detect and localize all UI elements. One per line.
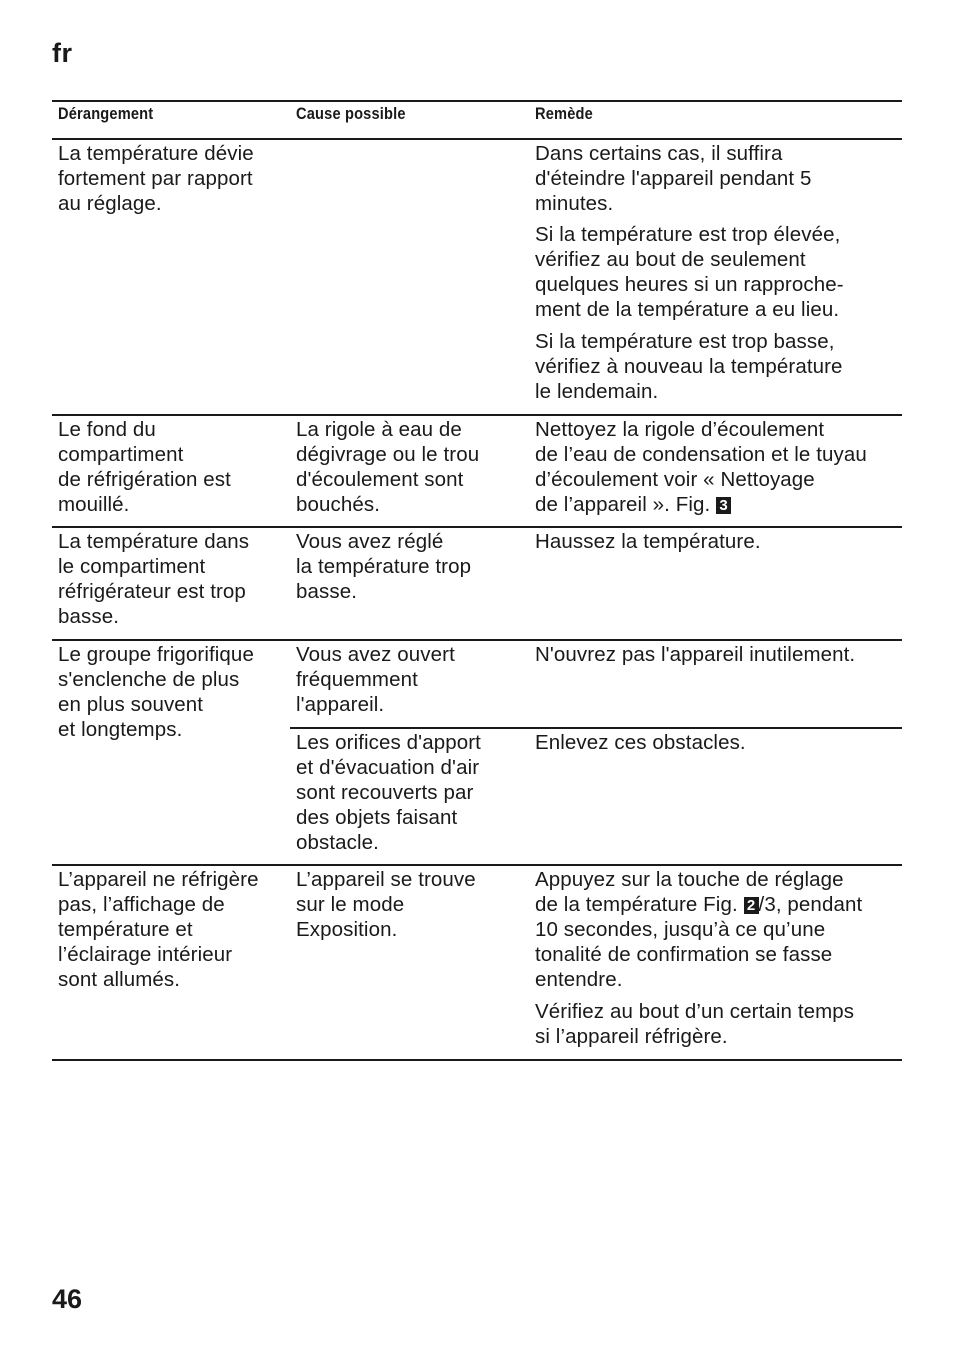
row2-cause: La rigole à eau de dégivrage ou le trou d'écoulement sont bouchés. — [296, 418, 480, 516]
row3-problem: La température dans le compartiment réfrigérateur est trop basse. — [58, 530, 250, 628]
row5-remedy-text-a: Appuyez sur la touche de réglage de la température Fig. — [535, 868, 844, 916]
row4-cause-2: Les orifices d'apport et d'évacuation d'air sont recouverts par des objets faisant obstacle. — [296, 731, 481, 854]
row5-remedy-text-b: /3, pendant 10 secondes, jusqu’à ce qu’une tonalité de confirmation se fasse entendre. — [535, 893, 863, 991]
header-cause-possible: Cause possible — [296, 104, 406, 123]
row4-remedy-1: N'ouvrez pas l'appareil inutilement. — [535, 643, 856, 666]
row1-remedy-1: Dans certains cas, il suffira d'éteindre l'appareil pendant 5 minutes. — [535, 142, 812, 215]
row3-remedy: Haussez la température. — [535, 530, 761, 553]
language-label: fr — [52, 38, 73, 68]
page-number: 46 — [52, 1284, 83, 1314]
subrow-rule — [290, 727, 902, 729]
row4-remedy-2: Enlevez ces obstacles. — [535, 731, 746, 754]
row5-remedy-2: Vérifiez au bout d’un certain temps si l’appareil réfrigère. — [535, 1000, 855, 1048]
row1-problem: La température dévie fortement par rapport au réglage. — [58, 142, 254, 215]
row-rule — [52, 414, 902, 416]
row5-problem: L’appareil ne réfrigère pas, l’affichage de température et l’éclairage intérieur sont allumés. — [58, 868, 259, 991]
row4-cause-1: Vous avez ouvert fréquemment l'appareil. — [296, 643, 455, 716]
header-derangement: Dérangement — [58, 104, 154, 123]
row5-cause: L’appareil se trouve sur le mode Exposition. — [296, 868, 476, 941]
header-remede: Remède — [535, 104, 593, 123]
row-rule — [52, 639, 902, 641]
table-top-rule — [52, 100, 902, 102]
row2-remedy — [535, 417, 897, 517]
row-rule — [52, 864, 902, 866]
row3-cause: Vous avez réglé la température trop basse. — [296, 530, 472, 603]
figure-ref-badge: 2 — [744, 897, 759, 914]
row2-problem: Le fond du compartiment de réfrigération est mouillé. — [58, 418, 231, 516]
row4-problem: Le groupe frigorifique s'enclenche de plus en plus souvent et longtemps. — [58, 643, 254, 741]
table-bottom-rule — [52, 1059, 902, 1061]
row1-remedy-3: Si la température est trop basse, vérifiez à nouveau la température le lendemain. — [535, 330, 843, 403]
figure-ref-badge: 3 — [716, 497, 731, 514]
row1-remedy-2: Si la température est trop élevée, vérifiez au bout de seulement quelques heures si un rapproche- ment de la température a eu lieu. — [535, 223, 844, 321]
header-rule — [52, 138, 902, 140]
row-rule — [52, 526, 902, 528]
row2-remedy-text: Nettoyez la rigole d’écoulement de l’eau de condensation et le tuyau d’écoulement voir « Nettoyage de l’appareil ». Fig. — [535, 418, 867, 516]
row5-remedy-1 — [535, 867, 897, 992]
